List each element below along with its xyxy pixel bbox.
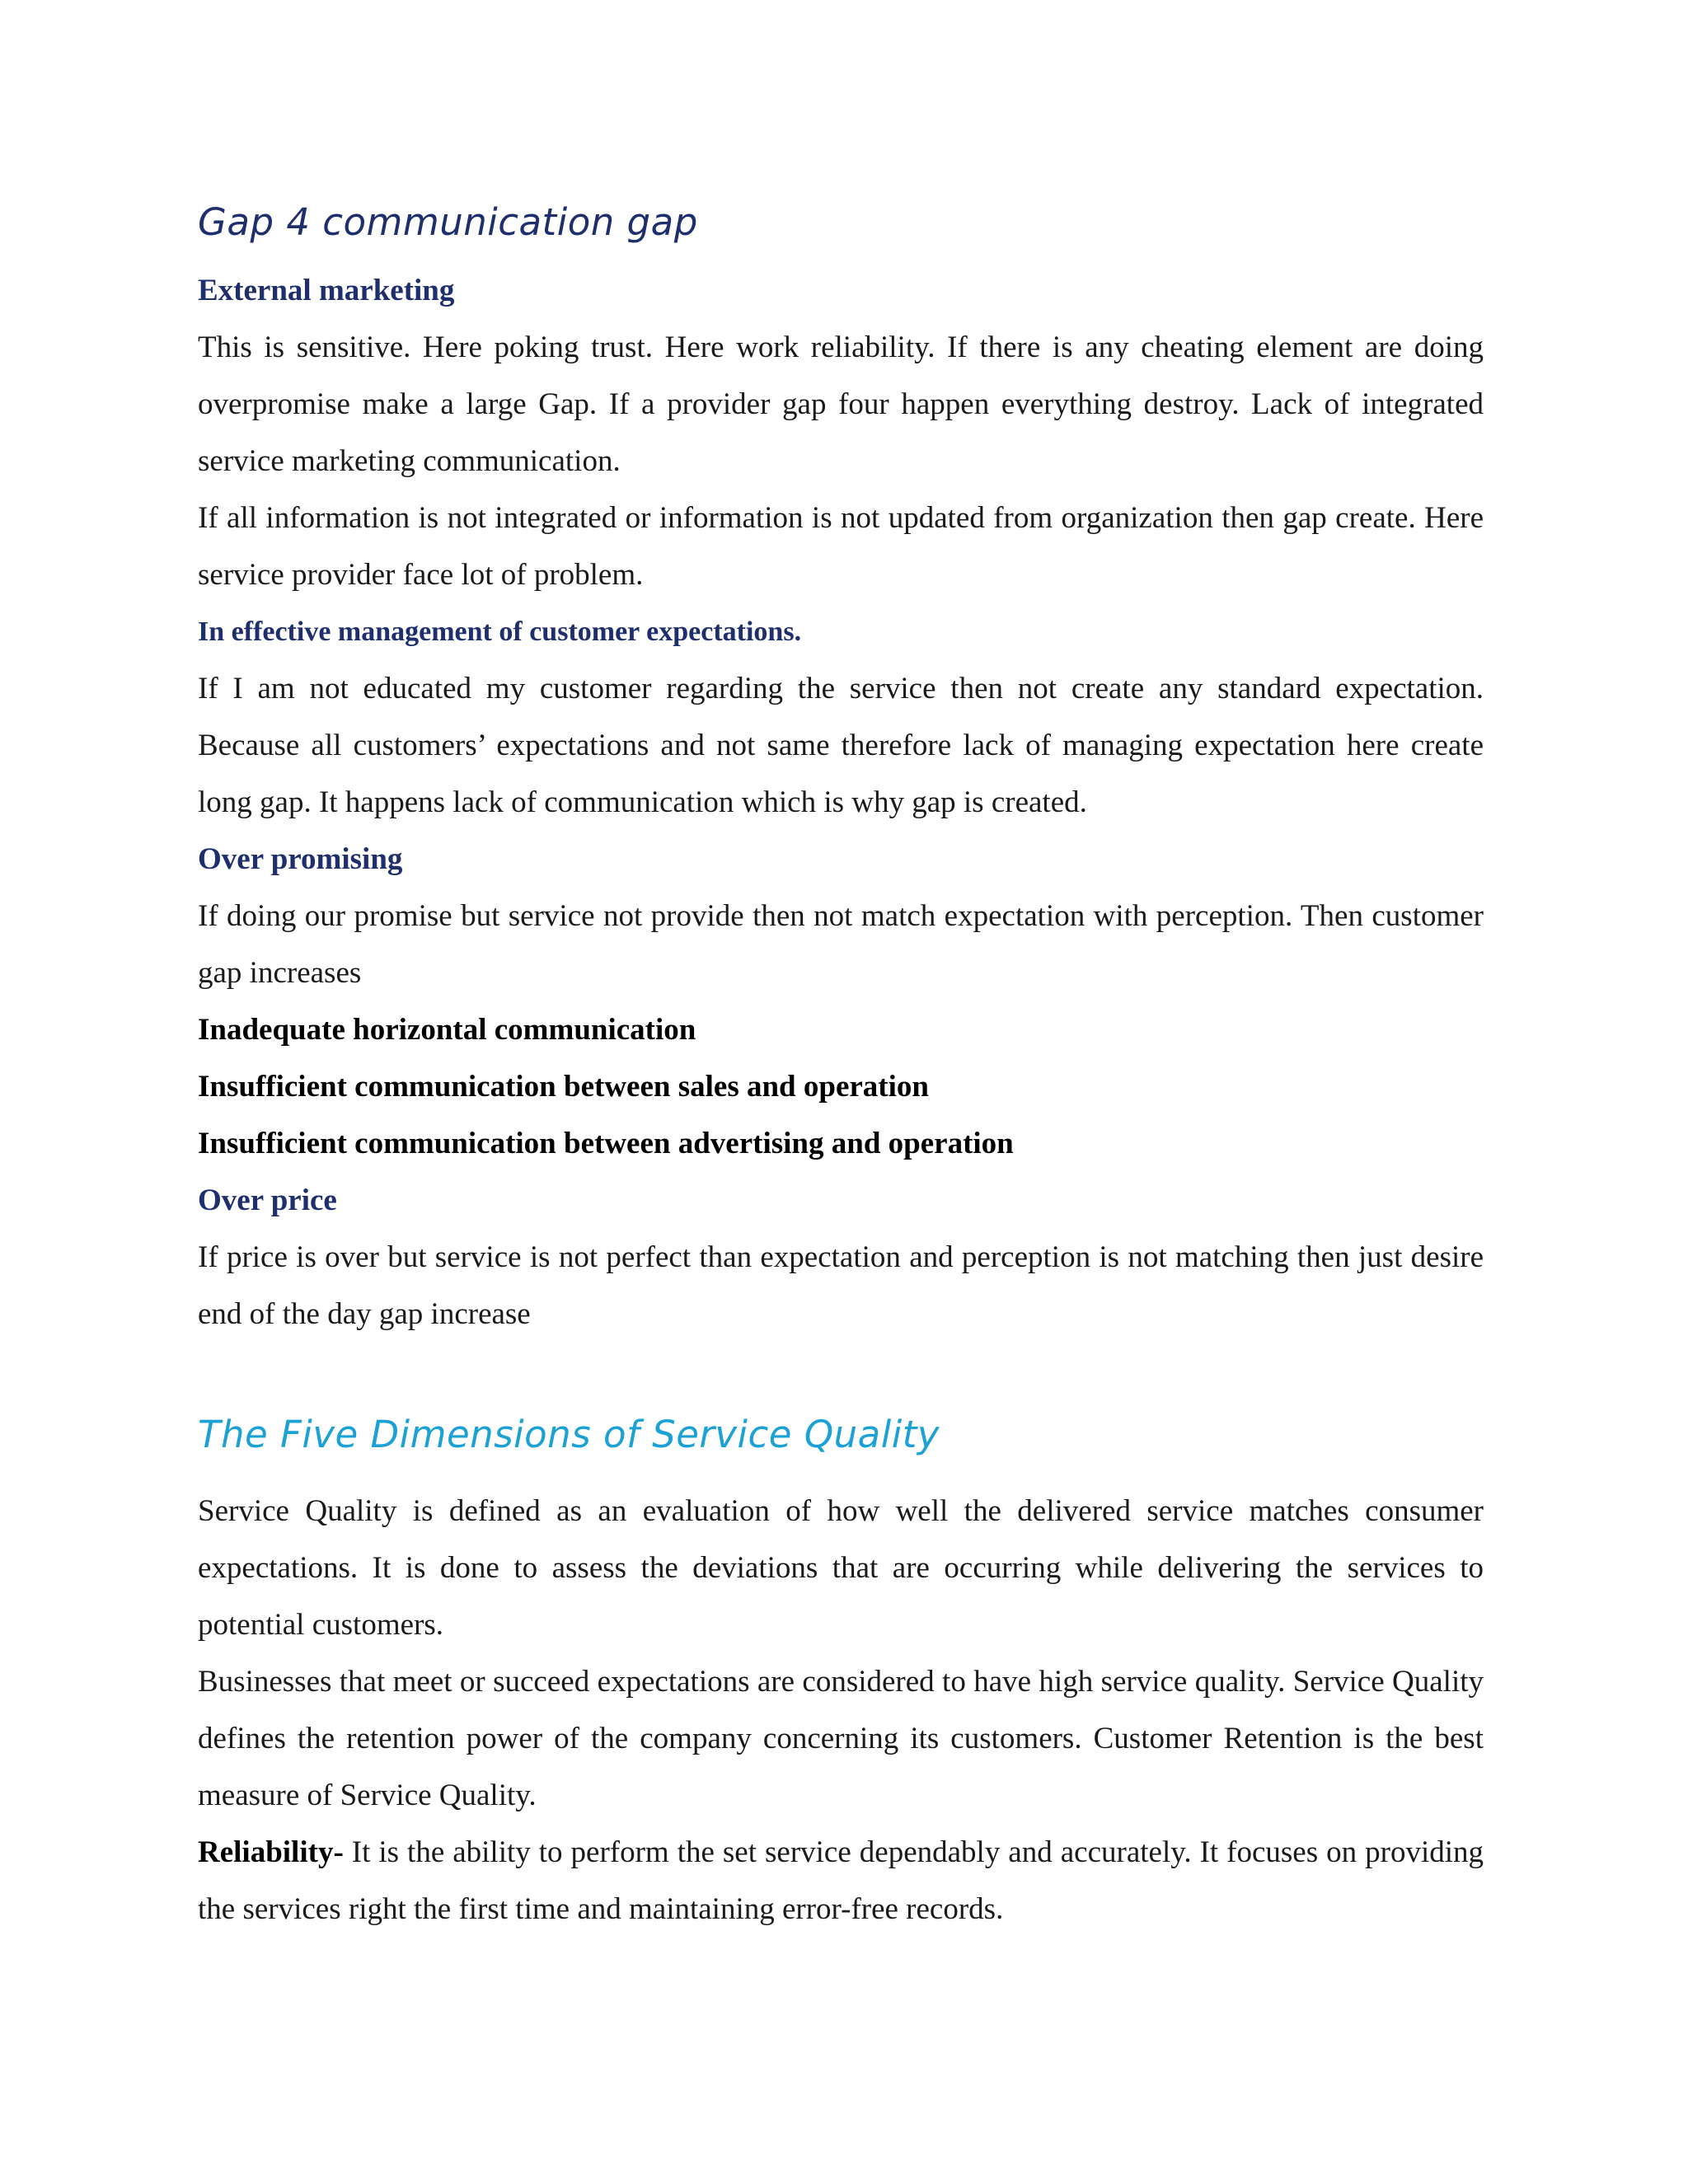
heading-ineffective-management: In effective management of customer expectations. (198, 616, 802, 647)
bold-item-horizontal-communication: Inadequate horizontal communication (198, 1013, 696, 1047)
section-title-gap-4: Gap 4 communication gap (198, 200, 698, 244)
section-title-five-dimensions: The Five Dimensions of Service Quality (198, 1413, 940, 1456)
term-reliability: Reliability- (198, 1835, 344, 1869)
paragraph-service-quality-retention: Businesses that meet or succeed expectations are considered to have high service quality. Service Quality defines the retention power of the company concerning its customers. Customer Retention is the best measure of Service Quality. (198, 1665, 1484, 1812)
heading-external-marketing: External marketing (198, 274, 455, 307)
paragraph-over-promising: If doing our promise but service not provide then not match expectation with perception. Then customer gap increases (198, 899, 1484, 990)
paragraph-ineffective-management: If I am not educated my customer regarding the service then not create any standard expectation. Because all customers’ expectations and not same therefore lack of managing expectation here create long gap. It happens lack of communication which is why gap is created. (198, 672, 1484, 819)
paragraph-reliability (198, 1824, 1484, 1938)
paragraph-external-marketing-2: If all information is not integrated or information is not updated from organization then gap create. Here service provider face lot of problem. (198, 501, 1484, 592)
document-page (198, 190, 1484, 1938)
paragraph-service-quality-definition: Service Quality is defined as an evaluation of how well the delivered service matches consumer expectations. It is done to assess the deviations that are occurring while delivering the services to potential customers. (198, 1494, 1484, 1642)
heading-over-price: Over price (198, 1183, 337, 1217)
bold-item-sales-operation: Insufficient communication between sales and operation (198, 1070, 929, 1104)
text-reliability: It is the ability to perform the set service dependably and accurately. It focuses on providing the services right the first time and maintaining error-free records. (198, 1835, 1484, 1926)
paragraph-over-price: If price is over but service is not perfect than expectation and perception is not matching then just desire end of the day gap increase (198, 1240, 1484, 1331)
paragraph-external-marketing-1: This is sensitive. Here poking trust. Here work reliability. If there is any cheating element are doing overpromise make a large Gap. If a provider gap four happen everything destroy. Lack of integrated service marketing communication. (198, 330, 1484, 478)
bold-item-advertising-operation: Insufficient communication between advertising and operation (198, 1127, 1014, 1160)
heading-over-promising: Over promising (198, 842, 403, 876)
